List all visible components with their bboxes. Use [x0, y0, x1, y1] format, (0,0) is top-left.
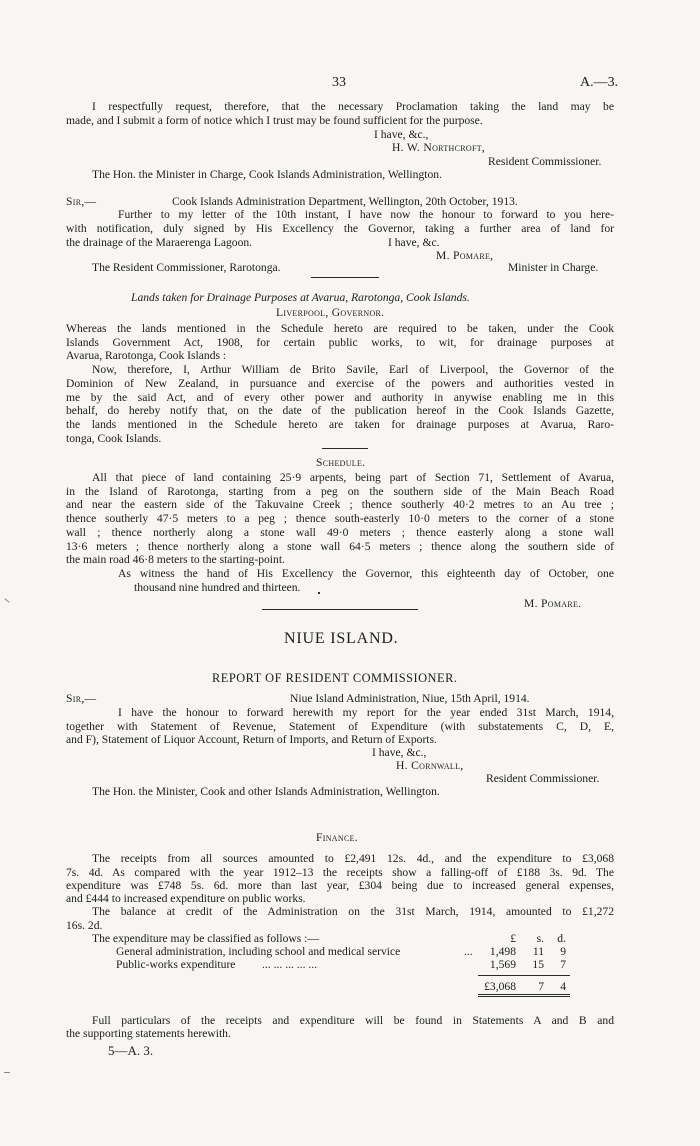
schedule-heading: Schedule. [316, 456, 366, 469]
letter-salutation: Sir,— [66, 692, 97, 705]
schedule-line: 13·6 meters ; thence northerly along a stone wall 64·5 meters ; thence along the southern side of [66, 540, 614, 553]
letter-addressee: The Hon. the Minister in Charge, Cook Islands Administration, Wellington. [92, 168, 442, 181]
body-line: the lands mentioned in the Schedule hereto are taken for drainage purposes at Avarua, Raro- [66, 418, 614, 431]
schedule-line: in the Island of Rarotonga, starting from a peg on the southern side of the Main Beach Road [66, 485, 614, 498]
body-line: Dominion of New Zealand, in pursuance and exercise of the powers and authorities vested in [66, 377, 614, 390]
schedule-line: the main road 46·8 meters to the starting-point. [66, 553, 285, 566]
body-line: the supporting statements herewith. [66, 1027, 231, 1040]
total-shillings: 7 [538, 980, 544, 993]
row-label: Public-works expenditure [116, 958, 236, 971]
witness-line: thousand nine hundred and thirteen. [134, 581, 301, 594]
body-line: Whereas the lands mentioned in the Schedule hereto are required to be taken, under the Cook [66, 322, 614, 335]
body-line: Now, therefore, I, Arthur William de Brito Savile, Earl of Liverpool, the Governor of the [92, 363, 614, 376]
document-reference: A.—3. [580, 75, 619, 90]
letter-dateline: Cook Islands Administration Department, Wellington, 20th October, 1913. [172, 195, 518, 208]
total-double-rule-bottom [478, 996, 570, 997]
letter-addressee: The Hon. the Minister, Cook and other Islands Administration, Wellington. [92, 785, 440, 798]
letter-salutation: Sir,— [66, 195, 97, 208]
body-line: Islands Government Act, 1908, for certain public works, to wit, for drainage purposes at [66, 336, 614, 349]
signer-title: Resident Commissioner. [488, 155, 602, 168]
body-line: I respectfully request, therefore, that the necessary Proclamation taking the land may be [92, 100, 614, 113]
body-line: expenditure was £748 5s. 6d. more than last year, £304 being due to increased general expenses, [66, 879, 614, 892]
scan-speck [318, 592, 320, 594]
schedule-line: All that piece of land containing 25·9 arpents, being part of Section 71, Settlement of Avarua, [92, 471, 614, 484]
letter-closing: I have, &c. [388, 236, 440, 249]
row-pence: 7 [560, 958, 566, 971]
column-header-pounds: £ [510, 932, 516, 945]
section-title: NIUE ISLAND. [284, 630, 399, 647]
row-shillings: 11 [532, 945, 544, 958]
signer-title: Resident Commissioner. [486, 772, 600, 785]
body-line: behalf, do hereby notify that, on the date of the publication hereof in the Cook Islands Gazette, [66, 404, 614, 417]
body-line: me by the said Act, and of every other power and authority in anywise enabling me in this [66, 391, 614, 404]
witness-line: As witness the hand of His Excellency the Governor, this eighteenth day of October, one [118, 567, 614, 580]
body-line: I have the honour to forward herewith my report for the year ended 31st March, 1914, [118, 706, 614, 719]
letter-addressee: The Resident Commissioner, Rarotonga. [92, 261, 281, 274]
scan-speck [4, 598, 9, 603]
row-label: General administration, including school and medical service [116, 945, 401, 958]
classification-intro: The expenditure may be classified as follows :— [92, 932, 319, 945]
signature-mark: 5—A. 3. [108, 1043, 154, 1058]
body-line: tonga, Cook Islands. [66, 432, 162, 445]
schedule-line: and near the eastern side of the Takuvaine Creek ; thence southerly 40·2 metres to an Au tree ; [66, 498, 614, 511]
signer-name: H. Cornwall, [396, 759, 464, 772]
row-leader: ... [464, 945, 473, 958]
body-line: made, and I submit a form of notice which I trust may be found sufficient for the purpose. [66, 114, 483, 127]
governor-line: Liverpool, Governor. [276, 306, 385, 319]
column-header-pence: d. [557, 932, 566, 945]
section-divider [311, 277, 379, 278]
schedule-line: wall ; thence northerly along a stone wall 49·0 meters ; thence easterly along a stone wall [66, 526, 614, 539]
signer-name: M. Pomare, [436, 249, 494, 262]
row-pounds: 1,569 [489, 958, 516, 971]
finance-heading: Finance. [316, 831, 358, 844]
body-line: the drainage of the Maraerenga Lagoon. [66, 236, 253, 249]
row-pounds: 1,498 [489, 945, 516, 958]
body-line: and £444 to increased expenditure on public works. [66, 892, 306, 905]
letter-closing: I have, &c., [374, 128, 429, 141]
body-line: Avarua, Rarotonga, Cook Islands : [66, 349, 227, 362]
body-line: 16s. 2d. [66, 919, 103, 932]
body-line: with notification, duly signed by His Excellency the Governor, taking a further area of land for [66, 222, 614, 235]
total-rule [478, 975, 570, 976]
body-line: Further to my letter of the 10th instant, I have now the honour to forward to you here- [118, 208, 614, 221]
body-line: 7s. 4d. As compared with the year 1912–13 the receipts show a falling-off of £188 3s. 9d. The [66, 866, 614, 879]
body-line: Full particulars of the receipts and expenditure will be found in Statements A and B and [92, 1014, 614, 1027]
proclamation-title: Lands taken for Drainage Purposes at Avarua, Rarotonga, Cook Islands. [131, 291, 470, 304]
scan-speck [4, 1072, 10, 1073]
total-pence: 4 [560, 980, 566, 993]
signer-name: M. Pomare. [524, 597, 582, 610]
section-divider [322, 448, 368, 449]
total-double-rule-top [478, 994, 570, 995]
schedule-line: thence southerly 47·5 meters to a peg ; thence south-easterly 10·0 meters to the corner of a stone [66, 512, 614, 525]
row-pence: 9 [560, 945, 566, 958]
letter-closing: I have, &c., [372, 746, 427, 759]
signer-title: Minister in Charge. [508, 261, 599, 274]
body-line: The balance at credit of the Administration on the 31st March, 1914, amounted to £1,272 [92, 905, 614, 918]
total-pounds: £3,068 [484, 980, 516, 993]
body-line: and F), Statement of Liquor Account, Return of Imports, and Return of Exports. [66, 733, 437, 746]
section-divider [262, 609, 418, 610]
page-number: 33 [332, 75, 346, 90]
signer-name: H. W. Northcroft, [392, 141, 486, 154]
row-leader: ... ... ... ... ... [262, 958, 318, 971]
body-line: together with Statement of Revenue, Statement of Expenditure (with substatements C, D, E, [66, 720, 614, 733]
letter-dateline: Niue Island Administration, Niue, 15th April, 1914. [290, 692, 530, 705]
column-header-shillings: s. [536, 932, 544, 945]
body-line: The receipts from all sources amounted to £2,491 12s. 4d., and the expenditure to £3,068 [92, 852, 614, 865]
report-title: REPORT OF RESIDENT COMMISSIONER. [212, 671, 458, 685]
row-shillings: 15 [532, 958, 544, 971]
